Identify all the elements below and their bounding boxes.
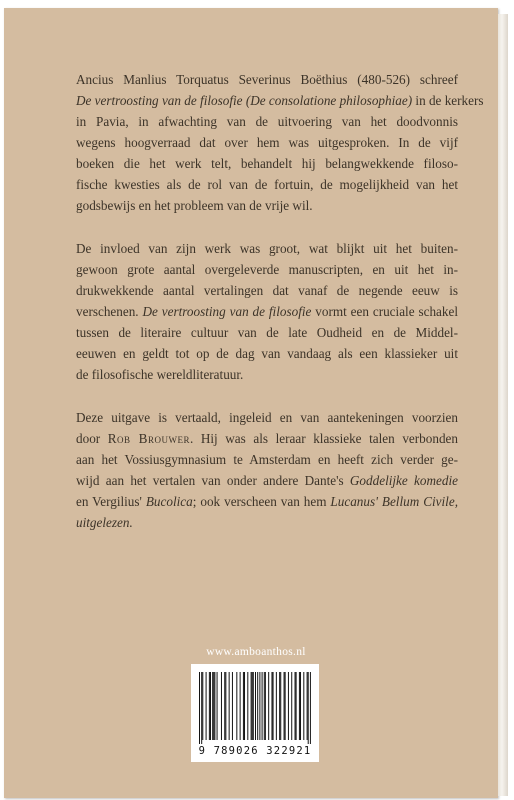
barcode-bar <box>206 672 207 740</box>
barcode-bar <box>210 672 211 740</box>
barcode-bar <box>285 672 286 740</box>
book-title-italic: Bucolica <box>145 494 193 509</box>
text-span: door <box>76 431 108 446</box>
isbn-barcode <box>191 664 319 762</box>
text-line: Deze uitgave is vertaald, ingeleid en van aantekeningen voorzien <box>76 410 458 425</box>
text-line <box>76 301 458 322</box>
publisher-website[interactable]: www.amboanthos.nl <box>206 646 306 658</box>
isbn-number: 9 789026 322921 <box>198 745 312 757</box>
text-line: eeuwen en geldt tot op de dag van vandaag als een klassieker uit <box>76 346 458 361</box>
text-span: ; ook verscheen van hem <box>192 494 331 509</box>
barcode-bar <box>251 672 252 740</box>
barcode-bar <box>279 672 280 740</box>
text-span: wijd aan het vertalen van onder andere Dante's <box>76 473 350 488</box>
barcode-bar <box>303 672 304 740</box>
barcode-bar <box>252 672 253 740</box>
book-title-italic: De vertroosting van de filosofie (De consolatione philosophiae) <box>76 93 413 108</box>
text-line: tussen de literaire cultuur van de late Oudheid en de Middel- <box>76 325 458 340</box>
text-line: boeken die het werk telt, behandelt hij belangwekkende filoso- <box>76 156 458 171</box>
barcode-bar <box>299 672 300 740</box>
barcode-bar <box>240 672 241 740</box>
barcode-bar <box>201 672 202 744</box>
barcode-bar <box>280 672 281 740</box>
barcode-bar <box>307 672 308 740</box>
text-line: Ancius Manlius Torquatus Severinus Boëthius (480-526) schreef <box>76 72 458 87</box>
barcode-bar <box>296 672 297 740</box>
barcode-bar <box>268 672 269 740</box>
barcode-bar <box>259 672 260 740</box>
barcode-bar <box>244 672 245 740</box>
barcode-bar <box>236 672 237 740</box>
barcode-bar <box>243 672 244 740</box>
text-line: drukwekkende aantal vertalingen dat vanaf de negende eeuw is <box>76 283 458 298</box>
paragraph-2 <box>76 238 458 385</box>
barcode-bar <box>217 672 218 740</box>
barcode-bar <box>300 672 301 740</box>
barcode-bar <box>262 672 263 740</box>
barcode-bar <box>276 672 277 740</box>
barcode-bar <box>232 672 233 740</box>
book-title-italic: De vertroosting van de filosofie <box>142 304 312 319</box>
text-span: . Hij was als leraar klassieke talen verbonden <box>189 431 458 446</box>
barcode-bar <box>291 672 292 740</box>
barcode-bar <box>288 672 289 740</box>
barcode-bar <box>310 672 311 744</box>
barcode-bar <box>199 672 200 744</box>
blurb-text <box>76 69 484 555</box>
barcode-bar <box>221 672 222 740</box>
text-span: en Vergilius' <box>76 494 146 509</box>
page-edge <box>498 14 508 796</box>
text-line <box>76 428 458 449</box>
text-line: godsbewijs en het probleem van de vrije wil. <box>76 198 313 213</box>
book-title-italic: Goddelijke komedie <box>349 473 458 488</box>
text-line: de filosofische wereldliteratuur. <box>76 367 244 382</box>
barcode-bar <box>265 672 266 740</box>
text-span: verschenen. <box>76 304 143 319</box>
barcode-bar <box>273 672 274 740</box>
text-line: fische kwesties als de rol van de fortuin, de mogelijkheid van het <box>76 177 458 192</box>
paragraph-1 <box>76 69 484 216</box>
text-line: gewoon grote aantal overgeleverde manuscripten, en uit het in- <box>76 262 458 277</box>
text-line: aan het Vossiusgymnasium te Amsterdam en heeft zich verder ge- <box>76 452 458 467</box>
barcode-bar <box>212 672 213 740</box>
paragraph-3 <box>76 407 458 533</box>
text-line: wegens hoogverraad dat over hem was uitgesproken. In de vijf <box>76 135 458 150</box>
barcode-bar <box>224 672 225 740</box>
barcode-bar <box>257 672 258 740</box>
text-line: uitgelezen. <box>76 515 133 530</box>
barcode-bar <box>209 672 210 740</box>
barcode-bar <box>253 672 254 740</box>
barcode-bar <box>225 672 226 740</box>
barcode-bar <box>214 672 215 740</box>
text-line <box>76 90 484 111</box>
text-span: vormt een cruciale schakel <box>311 304 459 319</box>
barcode-bars <box>197 672 313 744</box>
barcode-bar <box>213 672 214 740</box>
barcode-bar <box>247 672 248 740</box>
barcode-bar <box>284 672 285 740</box>
barcode-bar <box>271 672 272 740</box>
text-line <box>76 470 458 491</box>
barcode-bar <box>295 672 296 740</box>
barcode-bar <box>264 672 265 740</box>
barcode-bar <box>229 672 230 740</box>
text-line <box>76 491 458 512</box>
barcode-bar <box>202 672 203 740</box>
barcode-bar <box>308 672 309 744</box>
text-line: in Pavia, in afwachting van de uitvoering van het doodvonnis <box>76 114 458 129</box>
translator-name: Rob Brouwer <box>107 431 190 446</box>
barcode-bar <box>255 672 256 740</box>
text-line: De invloed van zijn werk was groot, wat blijkt uit het buiten- <box>76 241 458 256</box>
book-title-italic: Lucanus' Bellum Civile, <box>330 494 458 509</box>
text-span: in de kerkers <box>412 93 484 108</box>
